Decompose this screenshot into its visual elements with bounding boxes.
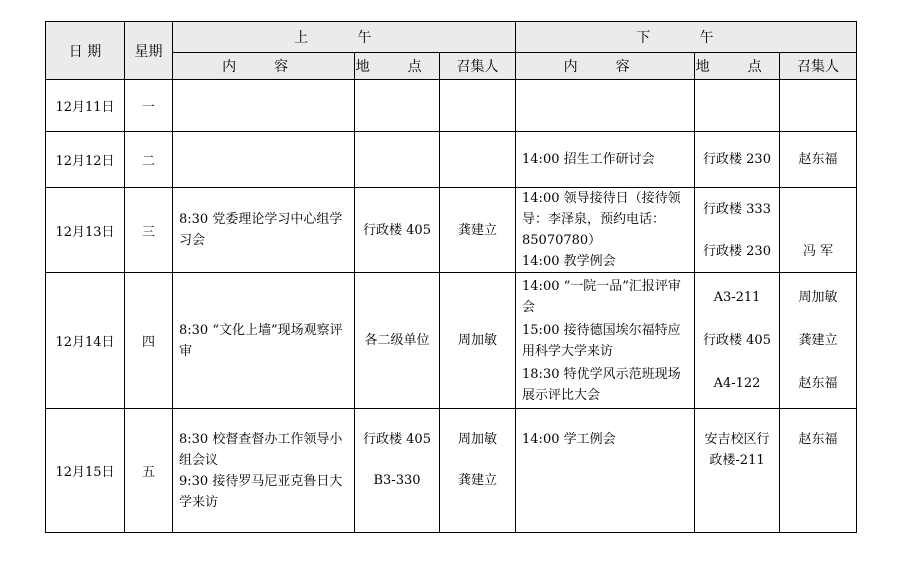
pm-place-cell: [695, 132, 780, 188]
am-place-cell: [355, 409, 440, 533]
header-am-content: 内 容: [173, 53, 355, 80]
am-place-cell: [355, 273, 440, 409]
event-text: 9:30 接待罗马尼亚克鲁日大学来访: [179, 474, 343, 510]
place-text: 行政楼 405: [363, 222, 431, 238]
convener-text: 赵东福: [798, 376, 838, 391]
weekday-cell: 一: [125, 80, 173, 132]
convener-text: 龚建立: [458, 222, 498, 238]
header-pm-content: 内 容: [516, 53, 695, 80]
event-text: 8:30 “文化上墙”现场观察评审: [179, 322, 343, 359]
table-row: [46, 273, 857, 409]
convener-text: 冯 军: [802, 243, 834, 259]
event-text: 14:00 教学例会: [522, 254, 616, 269]
event-text: 14:00 招生工作研讨会: [522, 152, 655, 167]
event-text: 8:30 校督查督办工作领导小组会议: [179, 432, 343, 468]
convener-text: 赵东福: [798, 432, 838, 447]
am-convener-cell: [440, 80, 516, 132]
convener-text: 龚建立: [798, 333, 838, 348]
event-text: 18:30 特优学风示范班现场展示评比大会: [522, 366, 681, 403]
am-place-cell: [355, 188, 440, 273]
place-text: 行政楼 333: [703, 201, 771, 217]
am-place-cell: [355, 132, 440, 188]
place-text: A3-211: [713, 290, 761, 305]
weekly-schedule-table: [45, 21, 857, 533]
event-text: 14:00 学工例会: [522, 432, 616, 447]
pm-place-cell: [695, 409, 780, 533]
am-convener-cell: [440, 409, 516, 533]
pm-content-cell: [516, 80, 695, 132]
place-text: 行政楼 230: [703, 152, 771, 167]
am-content-cell: [173, 132, 355, 188]
am-place-cell: [355, 80, 440, 132]
pm-convener-cell: [780, 273, 857, 409]
pm-place-cell: [695, 188, 780, 273]
weekday-cell: 二: [125, 132, 173, 188]
header-am-convener: 召集人: [440, 53, 516, 80]
am-content-cell: [173, 409, 355, 533]
pm-place-cell: [695, 273, 780, 409]
weekday-cell: 五: [125, 409, 173, 533]
header-afternoon: 下 午: [516, 22, 857, 53]
place-text: 行政楼 405: [703, 333, 771, 348]
date-cell: 12月11日: [46, 80, 125, 132]
table-row: [46, 188, 857, 273]
pm-convener-cell: [780, 132, 857, 188]
pm-content-cell: [516, 188, 695, 273]
am-content-cell: [173, 80, 355, 132]
place-text: 各二级单位: [364, 333, 430, 348]
place-text: 行政楼 405: [363, 432, 431, 447]
convener-text: 周加敏: [798, 290, 838, 305]
place-text: B3-330: [373, 473, 421, 488]
header-morning: 上 午: [173, 22, 516, 53]
convener-text: 周加敏: [458, 333, 498, 348]
place-text: 安吉校区行政楼-211: [704, 432, 770, 468]
header-pm-place: 地 点: [695, 53, 780, 80]
table-row: [46, 80, 857, 132]
pm-place-cell: [695, 80, 780, 132]
pm-content-cell: [516, 273, 695, 409]
date-cell: 12月13日: [46, 188, 125, 273]
date-cell: 12月12日: [46, 132, 125, 188]
convener-text: 赵东福: [798, 152, 838, 167]
event-text: 15:00 接待德国埃尔福特应用科学大学来访: [522, 322, 681, 359]
weekday-cell: 四: [125, 273, 173, 409]
pm-content-cell: [516, 409, 695, 533]
date-cell: 12月14日: [46, 273, 125, 409]
header-date: 日 期: [46, 22, 125, 80]
pm-content-cell: [516, 132, 695, 188]
table-row: [46, 409, 857, 533]
pm-convener-cell: [780, 409, 857, 533]
header-am-place: 地 点: [355, 53, 440, 80]
table-row: [46, 132, 857, 188]
pm-convener-cell: [780, 80, 857, 132]
am-convener-cell: [440, 188, 516, 273]
event-text: 8:30 党委理论学习中心组学习会: [179, 212, 343, 248]
am-content-cell: [173, 188, 355, 273]
am-convener-cell: [440, 132, 516, 188]
place-text: A4-122: [713, 376, 761, 391]
convener-text: 龚建立: [458, 473, 498, 488]
pm-convener-cell: [780, 188, 857, 273]
convener-text: 周加敏: [458, 432, 498, 447]
weekday-cell: 三: [125, 188, 173, 273]
header-pm-convener: 召集人: [780, 53, 857, 80]
date-cell: 12月15日: [46, 409, 125, 533]
place-text: 行政楼 230: [703, 243, 771, 259]
am-convener-cell: [440, 273, 516, 409]
event-text: 14:00 “一院一品”汇报评审会: [522, 278, 681, 315]
event-text: 14:00 领导接待日（接待领导：李泽泉，预约电话：85070780）: [522, 191, 681, 248]
header-weekday: 星期: [125, 22, 173, 80]
am-content-cell: [173, 273, 355, 409]
